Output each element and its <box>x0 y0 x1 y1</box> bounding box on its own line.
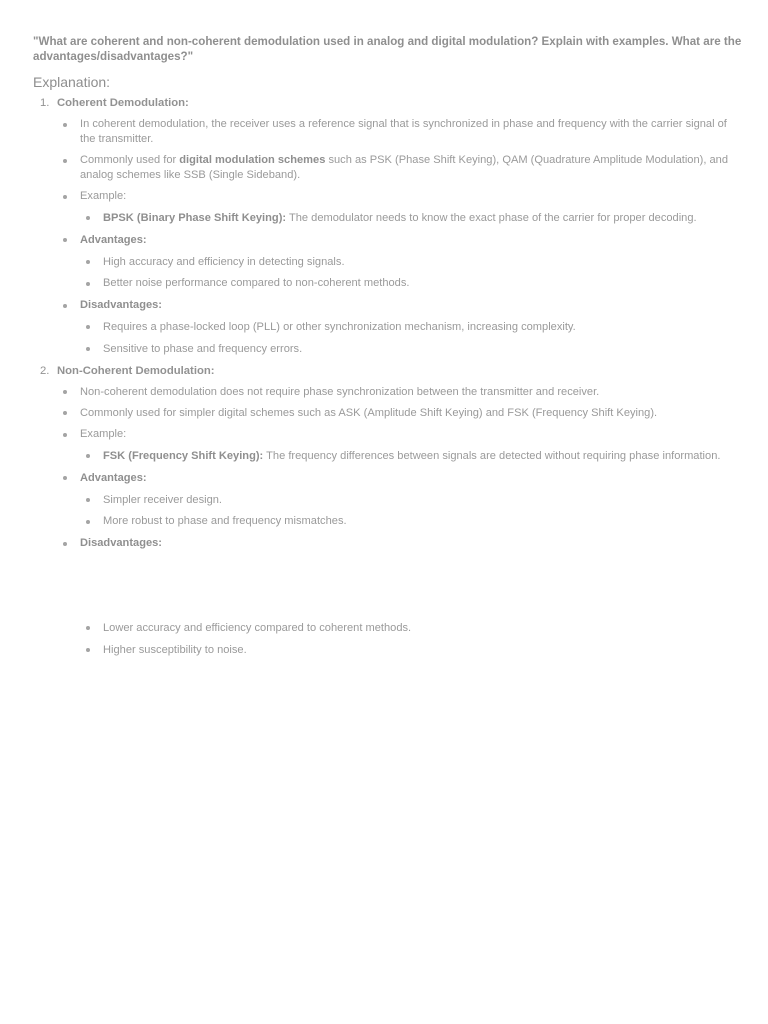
list-item: Requires a phase-locked loop (PLL) or other synchronization mechanism, increasing complexity. <box>80 320 745 335</box>
list-item <box>57 406 745 421</box>
coherent-example-list <box>80 211 745 226</box>
section-noncoherent <box>33 364 745 658</box>
list-item <box>57 117 745 147</box>
list-item <box>80 449 745 464</box>
document-page <box>33 34 745 665</box>
section-number: 1. <box>40 97 50 109</box>
coherent-example-text: The demodulator needs to know the exact phase of the carrier for proper decoding. <box>286 211 697 224</box>
coherent-example-label: Example: <box>80 190 127 203</box>
noncoherent-intro: Non-coherent demodulation does not require phase synchronization between the transmitter and receiver. <box>80 385 600 398</box>
list-item: Higher susceptibility to noise. <box>80 643 745 658</box>
list-item <box>57 298 745 356</box>
section-number: 2. <box>40 364 50 377</box>
section-title: Coherent Demodulation: <box>57 97 189 109</box>
section-title: Non-Coherent Demodulation: <box>57 364 215 377</box>
list-item <box>80 211 745 226</box>
noncoherent-example-term: FSK (Frequency Shift Keying): <box>103 449 264 462</box>
list-item: Simpler receiver design. <box>80 493 745 508</box>
list-item: Lower accuracy and efficiency compared to coherent methods. <box>80 621 745 636</box>
list-item: Better noise performance compared to non-coherent methods. <box>80 276 745 291</box>
coherent-usage-bold: digital modulation schemes <box>179 154 326 167</box>
noncoherent-example-label: Example: <box>80 428 127 441</box>
coherent-disadvantages-list <box>80 320 745 357</box>
coherent-points <box>57 117 745 357</box>
noncoherent-usage: Commonly used for simpler digital schemes such as ASK (Amplitude Shift Keying) and FSK (Frequency Shift Keying). <box>80 406 658 419</box>
coherent-usage-prefix: Commonly used for <box>80 154 180 167</box>
sections-list <box>33 96 745 658</box>
list-item <box>57 536 745 657</box>
list-item: High accuracy and efficiency in detecting signals. <box>80 255 745 270</box>
noncoherent-advantages-list <box>80 493 745 530</box>
list-item: More robust to phase and frequency mismatches. <box>80 514 745 529</box>
list-item <box>57 427 745 464</box>
coherent-advantages-list <box>80 255 745 292</box>
noncoherent-points <box>57 385 745 658</box>
list-item <box>57 189 745 226</box>
explanation-heading: Explanation: <box>33 74 111 90</box>
list-item: Sensitive to phase and frequency errors. <box>80 342 745 357</box>
coherent-example-term: BPSK (Binary Phase Shift Keying): <box>103 211 287 224</box>
list-item <box>57 471 745 529</box>
section-coherent <box>33 96 745 357</box>
noncoherent-disadvantages-list <box>80 621 745 658</box>
list-item <box>57 233 745 291</box>
noncoherent-example-list <box>80 449 745 464</box>
question-text: "What are coherent and non-coherent demodulation used in analog and digital modulation? Explain with examples. What are the advantages/disadvantages?" <box>33 35 742 63</box>
list-item <box>57 153 745 183</box>
noncoherent-advantages-label: Advantages: <box>80 471 147 484</box>
coherent-disadvantages-label: Disadvantages: <box>80 299 163 312</box>
noncoherent-example-text: The frequency differences between signals are detected without requiring phase information. <box>263 449 721 462</box>
noncoherent-disadvantages-label: Disadvantages: <box>80 537 163 550</box>
list-item <box>57 385 745 400</box>
coherent-intro: In coherent demodulation, the receiver uses a reference signal that is synchronized in phase and frequency with the carrier signal of the transmitter. <box>80 118 727 145</box>
coherent-usage-suffix: such as PSK (Phase Shift Keying), QAM (Quadrature Amplitude Modulation), and analog schemes like SSB (Single Sideband). <box>80 154 729 181</box>
coherent-advantages-label: Advantages: <box>80 233 147 246</box>
